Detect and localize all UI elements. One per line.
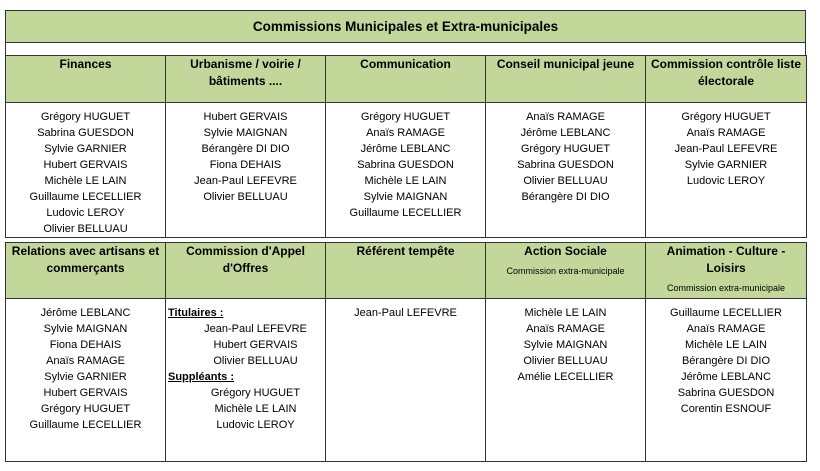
- member-name: Guillaume LECELLIER: [29, 419, 142, 431]
- members-communication: [326, 103, 486, 238]
- members-conseil-jeune: [486, 103, 646, 238]
- member-name: Jérôme LEBLANC: [681, 371, 771, 383]
- members-liste-electorale: [646, 103, 807, 238]
- member-name: Jean-Paul LEFEVRE: [674, 143, 778, 155]
- member-name: Fiona DEHAIS: [49, 339, 122, 351]
- header-appel-offres: Commission d'Appel d'Offres: [166, 243, 326, 299]
- header-referent-tempete: Référent tempête: [326, 243, 486, 299]
- header-artisans: Relations avec artisans et commerçants: [6, 243, 166, 299]
- member-name: Hubert GERVAIS: [43, 159, 128, 171]
- member-name: Sylvie MAIGNAN: [523, 339, 608, 351]
- header-conseil-jeune: Conseil municipal jeune: [486, 56, 646, 103]
- member-name: Bérangère DI DIO: [681, 355, 771, 367]
- member-name: Sylvie GARNIER: [44, 371, 127, 383]
- member-name: Sabrina GUESDON: [677, 387, 775, 399]
- member-name: Michèle LE LAIN: [364, 175, 447, 187]
- member-name: Jean-Paul LEFEVRE: [354, 307, 457, 319]
- member-name: Sylvie GARNIER: [684, 159, 768, 171]
- member-name: Jérôme LEBLANC: [360, 143, 451, 155]
- member-name: Bérangère DI DIO: [201, 143, 290, 155]
- commissions-table-2: [5, 242, 807, 462]
- header-animation: Animation - Culture - Loisirs Commission extra-municipale: [646, 243, 807, 299]
- members-action-sociale: [486, 299, 646, 462]
- member-name: Sabrina GUESDON: [357, 159, 454, 171]
- member-name: Olivier BELLUAU: [43, 223, 128, 235]
- member-name: Grégory HUGUET: [360, 111, 451, 123]
- members-artisans: [6, 299, 166, 462]
- spacer-row: [5, 43, 806, 55]
- member-name: Sylvie MAIGNAN: [203, 127, 288, 139]
- commissions-table-1: [5, 55, 807, 238]
- member-name: Guillaume LECELLIER: [29, 191, 142, 203]
- member-name: Olivier BELLUAU: [523, 355, 608, 367]
- member-name: Jean-Paul LEFEVRE: [194, 175, 297, 187]
- member-name: Jérôme LEBLANC: [520, 127, 611, 139]
- member-name: Anaïs RAMAGE: [526, 323, 605, 335]
- member-name: Anaïs RAMAGE: [686, 127, 766, 139]
- member-name: Sylvie GARNIER: [44, 143, 127, 155]
- members-referent-tempete: [326, 299, 486, 462]
- member-name: Olivier BELLUAU: [203, 191, 288, 203]
- header-finances: Finances: [6, 56, 166, 103]
- member-name: Michèle LE LAIN: [214, 403, 297, 415]
- member-name: Grégory HUGUET: [210, 387, 301, 399]
- member-name: Bérangère DI DIO: [521, 191, 610, 203]
- member-name: Ludovic LEROY: [686, 175, 766, 187]
- subheader: Commission extra-municipale: [666, 283, 786, 293]
- member-name: Anaïs RAMAGE: [686, 323, 766, 335]
- member-name: Hubert GERVAIS: [213, 339, 298, 351]
- member-name: Hubert GERVAIS: [203, 111, 288, 123]
- member-name: Anaïs RAMAGE: [366, 127, 445, 139]
- member-name: Michèle LE LAIN: [685, 339, 767, 351]
- member-name: Anaïs RAMAGE: [526, 111, 605, 123]
- member-name: Olivier BELLUAU: [523, 175, 608, 187]
- members-finances: [6, 103, 166, 238]
- member-name: Amélie LECELLIER: [517, 371, 614, 383]
- member-name: Michèle LE LAIN: [524, 307, 607, 319]
- member-name: Jérôme LEBLANC: [40, 307, 131, 319]
- subheader: Commission extra-municipale: [506, 266, 625, 276]
- member-name: Anaïs RAMAGE: [46, 355, 125, 367]
- member-name: Fiona DEHAIS: [209, 159, 282, 171]
- member-name: Olivier BELLUAU: [213, 355, 298, 367]
- member-name: Sylvie MAIGNAN: [363, 191, 448, 203]
- member-name: Ludovic LEROY: [46, 207, 125, 219]
- member-name: Jean-Paul LEFEVRE: [204, 323, 307, 335]
- members-urbanisme: [166, 103, 326, 238]
- suppleants-label: Suppléants :: [168, 371, 235, 383]
- member-name: Grégory HUGUET: [40, 111, 131, 123]
- member-name: Hubert GERVAIS: [43, 387, 128, 399]
- header-action-sociale: Action Sociale Commission extra-municipale: [486, 243, 646, 299]
- member-name: Corentin ESNOUF: [680, 403, 772, 415]
- member-name: Grégory HUGUET: [520, 143, 611, 155]
- member-name: Sabrina GUESDON: [37, 127, 134, 139]
- titulaires-label: Titulaires :: [168, 307, 224, 319]
- member-name: Michèle LE LAIN: [44, 175, 127, 187]
- header-urbanisme: Urbanisme / voirie / bâtiments ....: [166, 56, 326, 103]
- header-communication: Communication: [326, 56, 486, 103]
- header-liste-electorale: Commission contrôle liste électorale: [646, 56, 807, 103]
- member-name: Grégory HUGUET: [681, 111, 771, 123]
- member-name: Guillaume LECELLIER: [349, 207, 462, 219]
- member-name: Sabrina GUESDON: [517, 159, 614, 171]
- member-name: Sylvie MAIGNAN: [43, 323, 128, 335]
- member-name: Grégory HUGUET: [40, 403, 131, 415]
- members-appel-offres: [166, 299, 326, 462]
- member-name: Ludovic LEROY: [216, 419, 295, 431]
- member-name: Guillaume LECELLIER: [670, 307, 782, 319]
- page-title: Commissions Municipales et Extra-municipales: [5, 10, 806, 43]
- members-animation: [646, 299, 807, 462]
